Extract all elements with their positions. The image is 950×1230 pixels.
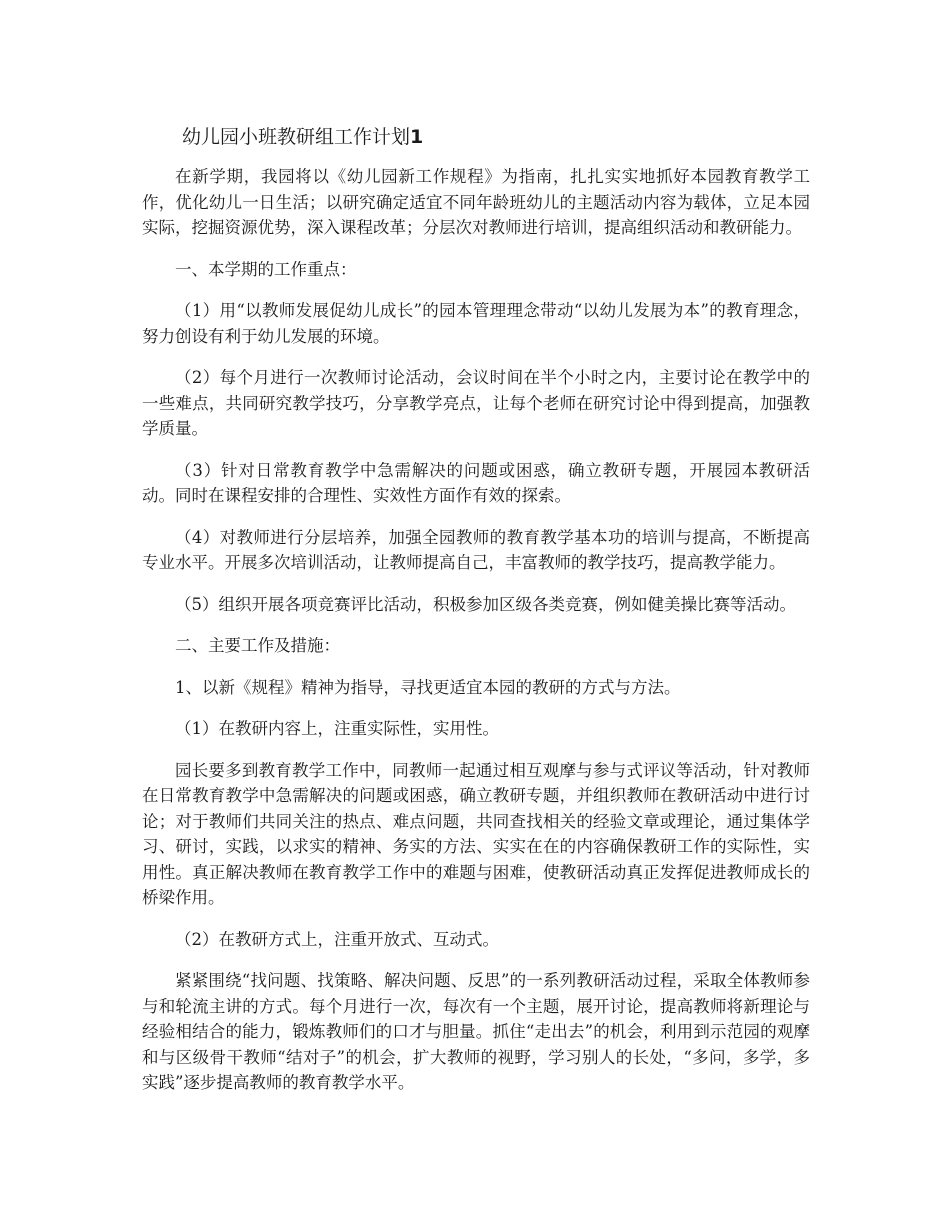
section-heading-measures: 二、主要工作及措施： (175, 636, 340, 655)
section-heading-focus: 一、本学期的工作重点： (175, 259, 357, 279)
focus-item-5: （5）组织开展各项竞赛评比活动，积极参加区级各类竞赛，例如健美操比赛等活动。 (175, 594, 796, 614)
measure-subitem-2: （2）在教研方式上，注重开放式、互动式。 (175, 929, 499, 949)
document-body (142, 164, 810, 1112)
focus-item-4: （4）对教师进行分层培养，加强全园教师的教育教学基本功的培训与提高，不断提高专业水平。开展多次培训活动，让教师提高自己，丰富教师的教学技巧，提高教学能力。 (142, 527, 810, 572)
document-title (182, 122, 842, 152)
measure-item-1: 1、以新《规程》精神为指导，寻找更适宜本园的教研的方式与方法。 (175, 677, 681, 697)
focus-item-3: （3）针对日常教育教学中急需解决的问题或困惑，确立教研专题，开展园本教研活动。同时在课程安排的合理性、实效性方面作有效的探索。 (142, 460, 810, 505)
measure-subitem-1: （1）在教研内容上，注重实际性，实用性。 (175, 719, 499, 738)
measure-subitem-1-body: 园长要多到教育教学工作中，同教师一起通过相互观摩与参与式评议等活动，针对教师在日常教育教学中急需解决的问题或困惑，确立教研专题，并组织教师在教研活动中进行讨论；对于教师们共同关注的热点、难点问题，共同查找相关的经验文章或理论，通过集体学习、研讨，实践，以求实的精神、务实的方法、实实在在的内容确保教研工作的实际性，实用性。真正解决教师在教育教学工作中的难题与困难，使教研活动真正发挥促进教师成长的桥梁作用。 (142, 760, 810, 907)
title-number: 1 (410, 126, 424, 148)
focus-item-1: （1）用“以教师发展促幼儿成长”的园本管理理念带动“以幼儿发展为本”的教育理念，努力创设有利于幼儿发展的环境。 (142, 301, 810, 346)
title-text: 幼儿园小班教研组工作计划 (182, 126, 411, 148)
intro-paragraph: 在新学期，我园将以《幼儿园新工作规程》为指南，扎扎实实地抓好本园教育教学工作，优化幼儿一日生活；以研究确定适宜不同年龄班幼儿的主题活动内容为载体，立足本园实际，挖掘资源优势，深入课程改革；分层次对教师进行培训，提高组织活动和教研能力。 (142, 167, 810, 237)
focus-item-2: （2）每个月进行一次教师讨论活动，会议时间在半个小时之内，主要讨论在教学中的一些难点，共同研究教学技巧，分享教学亮点，让每个老师在研究讨论中得到提高，加强教学质量。 (142, 368, 810, 438)
measure-subitem-2-body: 紧紧围绕“找问题、找策略、解决问题、反思”的一系列教研活动过程，采取全体教师参与和轮流主讲的方式。每个月进行一次，每次有一个主题，展开讨论，提高教师将新理论与经验相结合的能力，锻炼教师们的口才与胆量。抓住“走出去”的机会，利用到示范园的观摩和与区级骨干教师“结对子”的机会，扩大教师的视野，学习别人的长处，“多问，多学，多实践”逐步提高教师的教育教学水平。 (142, 971, 810, 1092)
